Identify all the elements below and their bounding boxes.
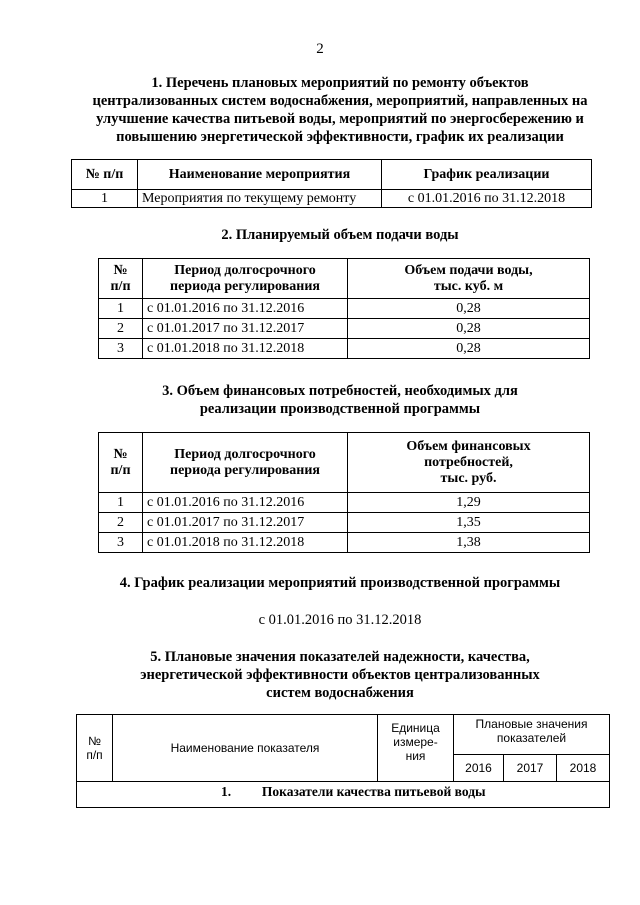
table-financial-needs <box>98 432 590 553</box>
section5-title-line: систем водоснабжения <box>266 685 414 701</box>
cell-period: с 01.01.2017 по 31.12.2017 <box>143 513 348 533</box>
cell-amount: 1,29 <box>348 493 590 513</box>
header-year-2017: 2017 <box>504 755 557 782</box>
section-row-label: Показатели качества питьевой воды <box>261 784 486 799</box>
table-row <box>99 493 590 513</box>
header-num: № п/п <box>72 160 138 190</box>
header-planned-values <box>454 715 610 755</box>
table-indicators <box>76 714 610 808</box>
header-period-line: периода регулирования <box>170 278 320 294</box>
table-water-supply <box>98 258 590 359</box>
section2-title: 2. Планируемый объем подачи воды <box>221 227 459 243</box>
section3-title-line: 3. Объем финансовых потребностей, необходимых для <box>162 383 518 399</box>
header-period-line: Период долгосрочного <box>174 262 316 278</box>
header-unit <box>378 715 454 782</box>
header-unit-line: ния <box>405 749 426 763</box>
section5-title-line: энергетической эффективности объектов централизованных <box>140 667 540 683</box>
header-num-line: п/п <box>110 278 131 294</box>
section-row-number: 1. <box>221 784 232 799</box>
cell-volume: 0,28 <box>348 319 590 339</box>
header-financial-line: Объем финансовых <box>406 438 531 454</box>
cell-num: 2 <box>99 513 143 533</box>
cell-num: 1 <box>72 190 138 208</box>
section5-title <box>40 648 640 702</box>
table-header-row <box>77 715 610 755</box>
section1-title <box>40 74 640 146</box>
header-unit-line: Единица <box>391 721 440 735</box>
cell-period: с 01.01.2016 по 31.12.2016 <box>143 493 348 513</box>
cell-num: 3 <box>99 339 143 359</box>
section4-period: с 01.01.2016 по 31.12.2018 <box>258 612 422 628</box>
header-period <box>143 433 348 493</box>
cell-period: с 01.01.2017 по 31.12.2017 <box>143 319 348 339</box>
header-period <box>143 259 348 299</box>
cell-period: с 01.01.2016 по 31.12.2016 <box>143 299 348 319</box>
header-planned-line: Плановые значения <box>475 717 588 731</box>
section1-title-line: улучшение качества питьевой воды, мероприятий по энергосбережению и <box>96 111 584 127</box>
table-section-row <box>77 782 610 808</box>
cell-amount: 1,38 <box>348 533 590 553</box>
header-activity-name: Наименование мероприятия <box>138 160 382 190</box>
table-header-row <box>99 259 590 299</box>
header-num <box>77 715 113 782</box>
cell-activity: Мероприятия по текущему ремонту <box>138 190 382 208</box>
header-year-2016: 2016 <box>454 755 504 782</box>
section5-title-line: 5. Плановые значения показателей надежности, качества, <box>150 649 530 665</box>
cell-schedule: с 01.01.2016 по 31.12.2018 <box>382 190 592 208</box>
header-num <box>99 259 143 299</box>
header-indicator-name: Наименование показателя <box>113 715 378 782</box>
header-schedule: График реализации <box>382 160 592 190</box>
header-num-line: № <box>113 262 128 278</box>
header-num <box>99 433 143 493</box>
section1-title-line: централизованных систем водоснабжения, мероприятий, направленных на <box>92 93 588 109</box>
header-num-line: п/п <box>86 748 103 762</box>
header-num-line: п/п <box>110 462 131 478</box>
header-year-2018: 2018 <box>557 755 610 782</box>
header-volume-line: Объем подачи воды, <box>404 262 533 278</box>
table-row <box>99 339 590 359</box>
header-volume <box>348 259 590 299</box>
section1-title-line: повышению энергетической эффективности, график их реализации <box>116 129 564 145</box>
header-financial-line: потребностей, <box>424 454 513 470</box>
table-row <box>99 533 590 553</box>
table-header-row <box>99 433 590 493</box>
header-volume-line: тыс. куб. м <box>433 278 504 294</box>
cell-amount: 1,35 <box>348 513 590 533</box>
header-financial <box>348 433 590 493</box>
table-activities <box>71 159 592 208</box>
cell-period: с 01.01.2018 по 31.12.2018 <box>143 533 348 553</box>
section3-title-line: реализации производственной программы <box>199 401 481 417</box>
header-period-line: периода регулирования <box>170 462 320 478</box>
cell-num: 3 <box>99 533 143 553</box>
table-row <box>99 319 590 339</box>
table-header-row <box>72 160 592 190</box>
header-num-line: № <box>88 734 101 748</box>
cell-volume: 0,28 <box>348 339 590 359</box>
cell-num: 2 <box>99 319 143 339</box>
table-row <box>99 299 590 319</box>
section-quality-indicators <box>77 782 610 808</box>
cell-num: 1 <box>99 493 143 513</box>
header-num-line: № <box>113 446 128 462</box>
cell-volume: 0,28 <box>348 299 590 319</box>
header-unit-line: измере- <box>393 735 438 749</box>
section1-title-line: 1. Перечень плановых мероприятий по ремонту объектов <box>151 75 529 91</box>
cell-period: с 01.01.2018 по 31.12.2018 <box>143 339 348 359</box>
table-row <box>72 190 592 208</box>
section4-title: 4. График реализации мероприятий производственной программы <box>119 575 561 591</box>
header-financial-line: тыс. руб. <box>440 470 497 486</box>
page-number: 2 <box>316 41 324 57</box>
header-planned-line: показателей <box>496 731 567 745</box>
table-row <box>99 513 590 533</box>
section3-title <box>40 382 640 418</box>
cell-num: 1 <box>99 299 143 319</box>
header-period-line: Период долгосрочного <box>174 446 316 462</box>
